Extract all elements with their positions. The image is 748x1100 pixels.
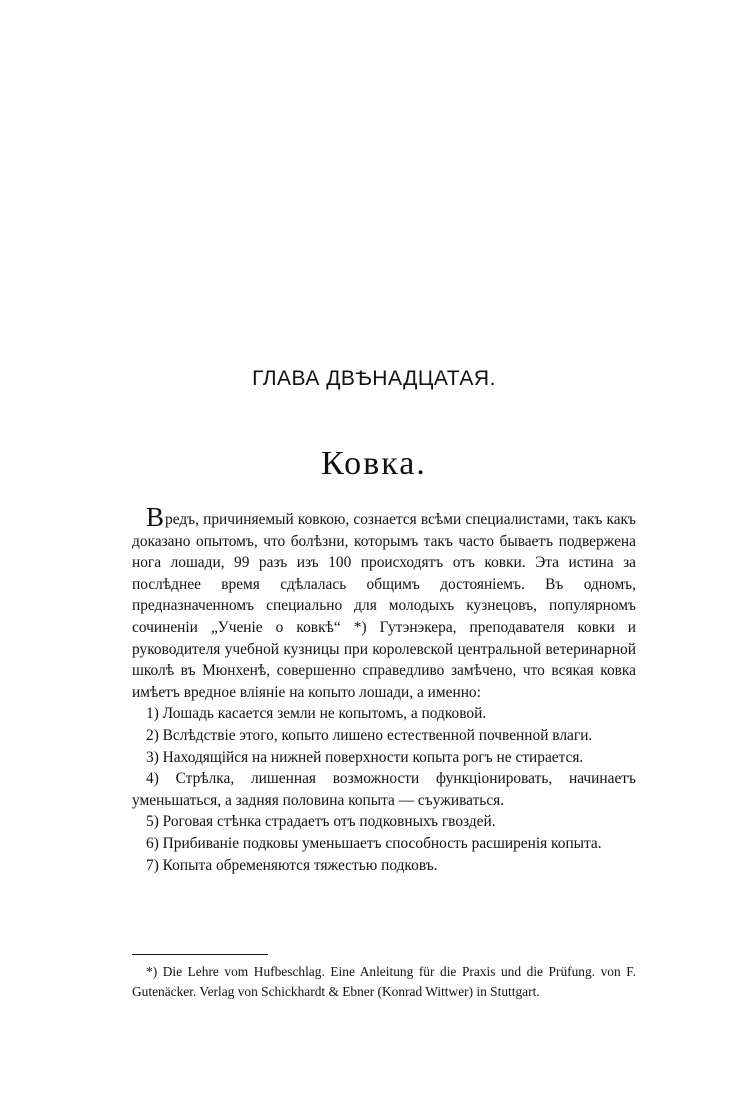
list-item-7: 7) Копыта обременяются тяжестью подковъ. [146,856,438,874]
list-item-5: 5) Роговая стѣнка страдаетъ отъ подковныхъ гвоздей. [146,813,496,831]
footnote: *) Die Lehre vom Hufbeschlag. Eine Anleitung für die Praxis und die Prüfung. von F. Gutenäcker. Verlag von Schickhardt & Ebner (Konrad Wittwer) in Stuttgart. [132,964,636,999]
list-item-2: 2) Вслѣдствіе этого, копыто лишено естественной почвенной влаги. [146,726,593,744]
list-item-3: 3) Находящійся на нижней поверхности копыта рогъ не стирается. [146,748,584,766]
body-text [132,502,636,876]
footnotes [132,954,636,1002]
lead-paragraph-text: редъ, причиняемый ковкою, сознается всѣми специалистами, такъ какъ доказано опытомъ, что болѣзни, которымъ такъ часто бываетъ подвержена нога лошади, 99 разъ изъ 100 происходятъ отъ ковки. Эта истина за послѣднее время сдѣлалась общимъ достояніемъ. Въ одномъ, предназначенномъ специально для молодыхъ кузнецовъ, популярномъ сочиненіи „Ученіе о ковкѣ“ *) Гутэнэкера, преподавателя ковки и руководителя учебной кузницы при королевской центральной ветеринарной школѣ въ Мюнхенѣ, совершенно справедливо замѣчено, что всякая ковка имѣетъ вредное вліяніе на копыто лошади, а именно: [132,511,636,701]
list-item-6: 6) Прибиваніе подковы уменьшаетъ способность расширенія копыта. [146,834,602,852]
drop-letter: В [146,502,165,532]
list-item-1: 1) Лошадь касается земли не копытомъ, а подковой. [146,705,487,723]
chapter-title: Ковка. [321,445,427,482]
footnote-divider [132,954,268,955]
chapter-heading: ГЛАВА ДВѢНАДЦАТАЯ. [252,367,496,390]
lead-paragraph [132,502,636,703]
list-item-4: 4) Стрѣлка, лишенная возможности функціонировать, начинаетъ уменьшаться, а задняя половина копыта — съуживаться. [132,770,636,809]
